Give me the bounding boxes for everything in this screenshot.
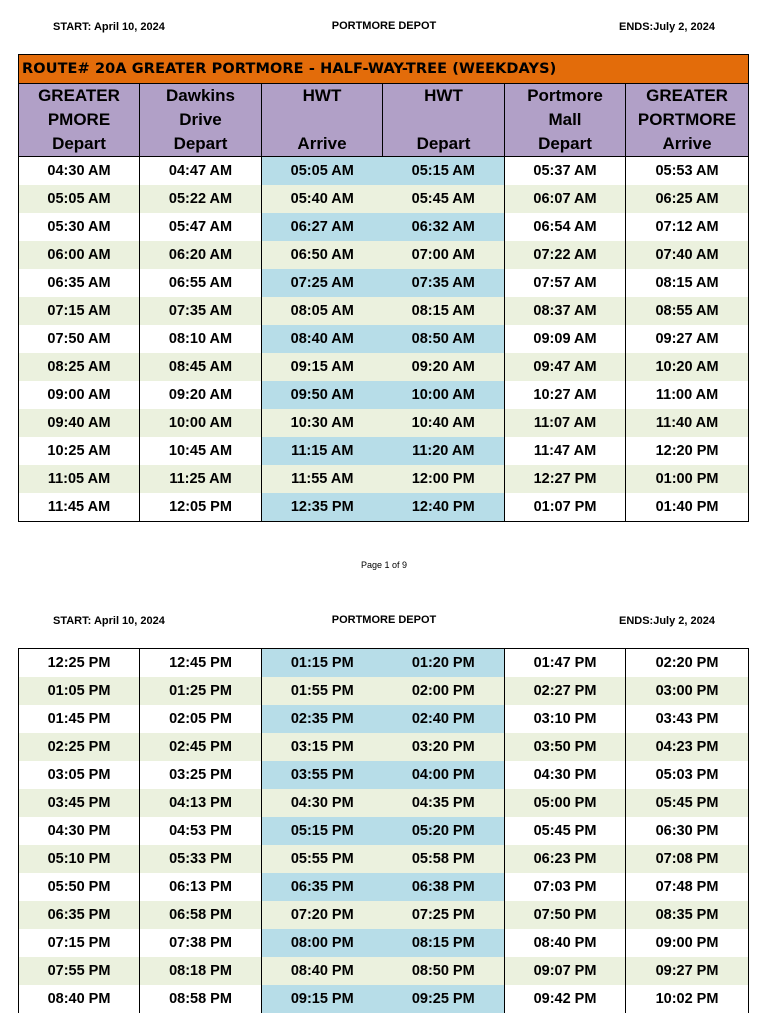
time-cell: 10:27 AM xyxy=(505,381,626,409)
time-cell: 01:15 PM xyxy=(262,649,383,678)
time-cell: 09:27 PM xyxy=(626,957,749,985)
time-cell: 04:00 PM xyxy=(383,761,505,789)
time-cell: 11:47 AM xyxy=(505,437,626,465)
time-cell: 12:20 PM xyxy=(626,437,749,465)
time-cell: 08:40 PM xyxy=(505,929,626,957)
column-header-hwt-depart: HWT Depart xyxy=(383,84,505,157)
table-row xyxy=(19,985,749,1013)
time-cell: 06:50 AM xyxy=(262,241,383,269)
time-cell: 07:57 AM xyxy=(505,269,626,297)
time-cell: 06:00 AM xyxy=(19,241,140,269)
time-cell: 09:15 PM xyxy=(262,985,383,1013)
route-title: ROUTE# 20A GREATER PORTMORE - HALF-WAY-TREE (WEEKDAYS) xyxy=(19,55,749,84)
time-cell: 04:47 AM xyxy=(140,157,262,186)
time-cell: 11:20 AM xyxy=(383,437,505,465)
table-row xyxy=(19,733,749,761)
time-cell: 07:48 PM xyxy=(626,873,749,901)
table-row xyxy=(19,929,749,957)
schedule-start-date: START: April 10, 2024 xyxy=(53,21,165,33)
time-cell: 12:45 PM xyxy=(140,649,262,678)
time-cell: 08:25 AM xyxy=(19,353,140,381)
time-cell: 04:35 PM xyxy=(383,789,505,817)
column-header-greater-pmore-depart: GREATER PMORE Depart xyxy=(19,84,140,157)
time-cell: 03:55 PM xyxy=(262,761,383,789)
time-cell: 12:27 PM xyxy=(505,465,626,493)
table-row xyxy=(19,381,749,409)
time-cell: 06:35 AM xyxy=(19,269,140,297)
time-cell: 04:30 PM xyxy=(505,761,626,789)
time-cell: 05:05 AM xyxy=(19,185,140,213)
schedule-end-date: ENDS:July 2, 2024 xyxy=(619,21,715,33)
time-cell: 07:00 AM xyxy=(383,241,505,269)
time-cell: 09:27 AM xyxy=(626,325,749,353)
time-cell: 05:37 AM xyxy=(505,157,626,186)
time-cell: 11:15 AM xyxy=(262,437,383,465)
time-cell: 12:40 PM xyxy=(383,493,505,522)
time-cell: 06:27 AM xyxy=(262,213,383,241)
depot-name: PORTMORE DEPOT xyxy=(331,614,437,626)
table-row xyxy=(19,901,749,929)
time-cell: 05:03 PM xyxy=(626,761,749,789)
time-cell: 09:07 PM xyxy=(505,957,626,985)
column-header-row xyxy=(19,84,749,157)
time-cell: 08:50 PM xyxy=(383,957,505,985)
table-row xyxy=(19,157,749,186)
table-row xyxy=(19,213,749,241)
time-cell: 09:20 AM xyxy=(140,381,262,409)
time-cell: 09:40 AM xyxy=(19,409,140,437)
time-cell: 07:35 AM xyxy=(140,297,262,325)
table-row xyxy=(19,845,749,873)
table-row xyxy=(19,873,749,901)
time-cell: 11:00 AM xyxy=(626,381,749,409)
column-header-portmore-mall-depart: Portmore Mall Depart xyxy=(505,84,626,157)
time-cell: 07:08 PM xyxy=(626,845,749,873)
time-cell: 05:10 PM xyxy=(19,845,140,873)
time-cell: 09:47 AM xyxy=(505,353,626,381)
time-cell: 05:05 AM xyxy=(262,157,383,186)
time-cell: 07:12 AM xyxy=(626,213,749,241)
time-cell: 03:45 PM xyxy=(19,789,140,817)
time-cell: 11:07 AM xyxy=(505,409,626,437)
time-cell: 04:30 PM xyxy=(262,789,383,817)
table-row xyxy=(19,817,749,845)
time-cell: 10:02 PM xyxy=(626,985,749,1013)
time-cell: 02:27 PM xyxy=(505,677,626,705)
time-cell: 02:45 PM xyxy=(140,733,262,761)
time-cell: 03:10 PM xyxy=(505,705,626,733)
time-cell: 08:40 AM xyxy=(262,325,383,353)
time-cell: 06:23 PM xyxy=(505,845,626,873)
time-cell: 10:40 AM xyxy=(383,409,505,437)
time-cell: 08:10 AM xyxy=(140,325,262,353)
time-cell: 06:32 AM xyxy=(383,213,505,241)
time-cell: 05:45 AM xyxy=(383,185,505,213)
time-cell: 08:40 PM xyxy=(262,957,383,985)
time-cell: 06:55 AM xyxy=(140,269,262,297)
time-cell: 05:45 PM xyxy=(626,789,749,817)
page-header xyxy=(0,21,768,35)
time-cell: 08:45 AM xyxy=(140,353,262,381)
table-row xyxy=(19,789,749,817)
time-cell: 03:50 PM xyxy=(505,733,626,761)
time-cell: 03:20 PM xyxy=(383,733,505,761)
table-row xyxy=(19,297,749,325)
time-cell: 05:50 PM xyxy=(19,873,140,901)
time-cell: 11:25 AM xyxy=(140,465,262,493)
time-cell: 10:00 AM xyxy=(140,409,262,437)
time-cell: 06:20 AM xyxy=(140,241,262,269)
time-cell: 06:35 PM xyxy=(262,873,383,901)
time-cell: 07:15 AM xyxy=(19,297,140,325)
timetable-page-2 xyxy=(18,648,749,1013)
time-cell: 05:00 PM xyxy=(505,789,626,817)
time-cell: 06:13 PM xyxy=(140,873,262,901)
time-cell: 08:05 AM xyxy=(262,297,383,325)
time-cell: 04:30 AM xyxy=(19,157,140,186)
time-cell: 02:35 PM xyxy=(262,705,383,733)
table-row xyxy=(19,649,749,678)
time-cell: 06:58 PM xyxy=(140,901,262,929)
time-cell: 03:00 PM xyxy=(626,677,749,705)
time-cell: 12:25 PM xyxy=(19,649,140,678)
time-cell: 08:35 PM xyxy=(626,901,749,929)
time-cell: 09:42 PM xyxy=(505,985,626,1013)
time-cell: 07:50 PM xyxy=(505,901,626,929)
time-cell: 01:00 PM xyxy=(626,465,749,493)
table-row xyxy=(19,705,749,733)
time-cell: 06:35 PM xyxy=(19,901,140,929)
column-header-hwt-arrive: HWT Arrive xyxy=(262,84,383,157)
time-cell: 11:40 AM xyxy=(626,409,749,437)
time-cell: 10:25 AM xyxy=(19,437,140,465)
time-cell: 07:35 AM xyxy=(383,269,505,297)
table-row xyxy=(19,437,749,465)
time-cell: 08:50 AM xyxy=(383,325,505,353)
time-cell: 05:45 PM xyxy=(505,817,626,845)
time-cell: 10:00 AM xyxy=(383,381,505,409)
page-header xyxy=(0,615,768,629)
time-cell: 07:25 AM xyxy=(262,269,383,297)
time-cell: 05:15 AM xyxy=(383,157,505,186)
time-cell: 07:03 PM xyxy=(505,873,626,901)
time-cell: 07:20 PM xyxy=(262,901,383,929)
time-cell: 01:05 PM xyxy=(19,677,140,705)
time-cell: 05:30 AM xyxy=(19,213,140,241)
table-row xyxy=(19,761,749,789)
time-cell: 05:15 PM xyxy=(262,817,383,845)
table-row xyxy=(19,353,749,381)
schedule-start-date: START: April 10, 2024 xyxy=(53,615,165,627)
time-cell: 06:54 AM xyxy=(505,213,626,241)
time-cell: 01:47 PM xyxy=(505,649,626,678)
time-cell: 11:55 AM xyxy=(262,465,383,493)
page-number: Page 1 of 9 xyxy=(360,560,408,570)
time-cell: 01:20 PM xyxy=(383,649,505,678)
time-cell: 10:30 AM xyxy=(262,409,383,437)
time-cell: 05:58 PM xyxy=(383,845,505,873)
time-cell: 01:25 PM xyxy=(140,677,262,705)
time-cell: 03:05 PM xyxy=(19,761,140,789)
time-cell: 04:23 PM xyxy=(626,733,749,761)
table-row xyxy=(19,465,749,493)
table-row xyxy=(19,325,749,353)
time-cell: 08:58 PM xyxy=(140,985,262,1013)
time-cell: 02:05 PM xyxy=(140,705,262,733)
time-cell: 02:25 PM xyxy=(19,733,140,761)
time-cell: 05:55 PM xyxy=(262,845,383,873)
time-cell: 11:05 AM xyxy=(19,465,140,493)
time-cell: 08:18 PM xyxy=(140,957,262,985)
time-cell: 05:40 AM xyxy=(262,185,383,213)
table-row xyxy=(19,269,749,297)
time-cell: 08:40 PM xyxy=(19,985,140,1013)
time-cell: 02:40 PM xyxy=(383,705,505,733)
time-cell: 09:00 PM xyxy=(626,929,749,957)
depot-name: PORTMORE DEPOT xyxy=(331,20,437,32)
time-cell: 06:38 PM xyxy=(383,873,505,901)
time-cell: 08:15 AM xyxy=(626,269,749,297)
time-cell: 03:43 PM xyxy=(626,705,749,733)
time-cell: 02:00 PM xyxy=(383,677,505,705)
time-cell: 06:30 PM xyxy=(626,817,749,845)
table-row xyxy=(19,241,749,269)
time-cell: 10:20 AM xyxy=(626,353,749,381)
time-cell: 12:05 PM xyxy=(140,493,262,522)
time-cell: 09:20 AM xyxy=(383,353,505,381)
time-cell: 07:50 AM xyxy=(19,325,140,353)
time-cell: 04:30 PM xyxy=(19,817,140,845)
time-cell: 07:15 PM xyxy=(19,929,140,957)
time-cell: 09:25 PM xyxy=(383,985,505,1013)
time-cell: 12:00 PM xyxy=(383,465,505,493)
time-cell: 08:55 AM xyxy=(626,297,749,325)
time-cell: 07:40 AM xyxy=(626,241,749,269)
time-cell: 05:47 AM xyxy=(140,213,262,241)
table-row xyxy=(19,677,749,705)
time-cell: 08:15 AM xyxy=(383,297,505,325)
time-cell: 06:25 AM xyxy=(626,185,749,213)
schedule-end-date: ENDS:July 2, 2024 xyxy=(619,615,715,627)
time-cell: 08:15 PM xyxy=(383,929,505,957)
table-row xyxy=(19,185,749,213)
time-cell: 08:37 AM xyxy=(505,297,626,325)
time-cell: 07:55 PM xyxy=(19,957,140,985)
time-cell: 12:35 PM xyxy=(262,493,383,522)
time-cell: 07:25 PM xyxy=(383,901,505,929)
column-header-greater-portmore-arrive: GREATER PORTMORE Arrive xyxy=(626,84,749,157)
time-cell: 08:00 PM xyxy=(262,929,383,957)
time-cell: 02:20 PM xyxy=(626,649,749,678)
time-cell: 01:45 PM xyxy=(19,705,140,733)
time-cell: 06:07 AM xyxy=(505,185,626,213)
time-cell: 03:15 PM xyxy=(262,733,383,761)
time-cell: 01:40 PM xyxy=(626,493,749,522)
time-cell: 05:22 AM xyxy=(140,185,262,213)
time-cell: 01:55 PM xyxy=(262,677,383,705)
table-row xyxy=(19,957,749,985)
time-cell: 09:09 AM xyxy=(505,325,626,353)
time-cell: 09:50 AM xyxy=(262,381,383,409)
time-cell: 09:15 AM xyxy=(262,353,383,381)
time-cell: 11:45 AM xyxy=(19,493,140,522)
timetable-page-1 xyxy=(18,54,749,522)
time-cell: 04:13 PM xyxy=(140,789,262,817)
time-cell: 03:25 PM xyxy=(140,761,262,789)
time-cell: 10:45 AM xyxy=(140,437,262,465)
table-row xyxy=(19,409,749,437)
column-header-dawkins-drive-depart: Dawkins Drive Depart xyxy=(140,84,262,157)
time-cell: 05:53 AM xyxy=(626,157,749,186)
time-cell: 05:20 PM xyxy=(383,817,505,845)
time-cell: 09:00 AM xyxy=(19,381,140,409)
time-cell: 05:33 PM xyxy=(140,845,262,873)
time-cell: 07:22 AM xyxy=(505,241,626,269)
table-row xyxy=(19,493,749,522)
time-cell: 04:53 PM xyxy=(140,817,262,845)
time-cell: 07:38 PM xyxy=(140,929,262,957)
time-cell: 01:07 PM xyxy=(505,493,626,522)
